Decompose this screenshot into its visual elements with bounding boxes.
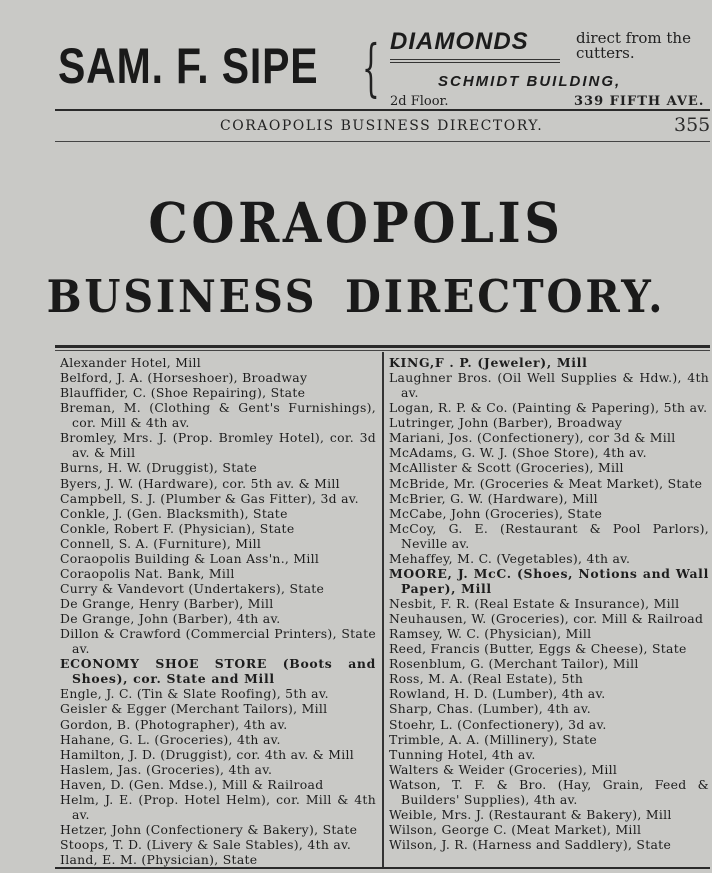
ad-headline: DIAMONDS bbox=[390, 28, 529, 55]
page-number: 355 bbox=[674, 114, 711, 136]
directory-entry: Lutringer, John (Barber), Broadway bbox=[389, 415, 623, 431]
ad-address: 339 FIFTH AVE. bbox=[574, 94, 705, 109]
directory-entry: McBride, Mr. (Groceries & Meat Market), State bbox=[389, 475, 703, 491]
directory-entry: Hetzer, John (Confectionery & Bakery), State bbox=[60, 821, 358, 837]
directory-entry: Mariani, Jos. (Confectionery), cor 3d & Mill bbox=[389, 430, 676, 446]
directory-entry: Rowland, H. D. (Lumber), 4th av. bbox=[389, 686, 606, 702]
title-rule-thin bbox=[55, 350, 710, 351]
directory-entry: Campbell, S. J. (Plumber & Gas Fitter), 3d av. bbox=[60, 490, 359, 506]
header-rule bbox=[55, 109, 710, 111]
directory-entry: Engle, J. C. (Tin & Slate Roofing), 5th av. bbox=[60, 686, 329, 702]
directory-entry: De Grange, Henry (Barber), Mill bbox=[60, 596, 274, 611]
directory-entry: Stoops, T. D. (Livery & Sale Stables), 4th av. bbox=[60, 837, 352, 852]
directory-entry: Gordon, B. (Photographer), 4th av. bbox=[60, 716, 288, 732]
title-word-directory: DIRECTORY. bbox=[344, 270, 666, 323]
left-column-listings bbox=[60, 355, 376, 867]
directory-entry: Tunning Hotel, 4th av. bbox=[389, 746, 536, 762]
advertiser-name: SAM. F. SIPE bbox=[58, 38, 319, 94]
directory-entry: Trimble, A. A. (Millinery), State bbox=[389, 731, 598, 747]
directory-entry: Burns, H. W. (Druggist), State bbox=[60, 460, 258, 476]
directory-entry: McCabe, John (Groceries), State bbox=[389, 505, 603, 521]
ad-building: SCHMIDT BUILDING, bbox=[438, 73, 622, 90]
directory-entry: Weible, Mrs. J. (Restaurant & Bakery), Mill bbox=[389, 806, 672, 822]
directory-entry: Haslem, Jas. (Groceries), 4th av. bbox=[60, 761, 273, 777]
directory-entry: De Grange, John (Barber), 4th av. bbox=[60, 611, 281, 627]
directory-entry: Alexander Hotel, Mill bbox=[60, 355, 202, 370]
ad-rule-top bbox=[390, 59, 560, 60]
directory-entry: Curry & Vandevort (Undertakers), State bbox=[60, 580, 325, 596]
directory-entry: Haven, D. (Gen. Mdse.), Mill & Railroad bbox=[60, 776, 324, 792]
directory-entry: Conkle, Robert F. (Physician), State bbox=[60, 520, 295, 536]
footer-rule bbox=[55, 867, 710, 869]
directory-entry: ECONOMY SHOE STORE (Boots and Shoes), cor. State and Mill bbox=[60, 656, 376, 687]
ad-floor: 2d Floor. bbox=[390, 94, 449, 109]
directory-entry: KING,F . P. (Jeweler), Mill bbox=[389, 355, 588, 370]
directory-entry: Laughner Bros. (Oil Well Supplies & Hdw.), 4th av. bbox=[389, 370, 709, 401]
title-word-business: BUSINESS bbox=[46, 270, 318, 323]
directory-entry: McAllister & Scott (Groceries), Mill bbox=[389, 460, 624, 476]
ad-rule-bottom bbox=[390, 62, 560, 63]
directory-entry: Neuhausen, W. (Groceries), cor. Mill & Railroad bbox=[389, 611, 704, 627]
right-column-listings bbox=[389, 355, 709, 867]
running-title-rule bbox=[55, 141, 710, 142]
ad-tagline: direct from the cutters. bbox=[576, 29, 691, 62]
directory-entry: MOORE, J. McC. (Shoes, Notions and Wall Paper), Mill bbox=[389, 565, 709, 596]
directory-entry: Sharp, Chas. (Lumber), 4th av. bbox=[389, 701, 591, 717]
directory-entry: Watson, T. F. & Bro. (Hay, Grain, Feed & Builders' Supplies), 4th av. bbox=[389, 776, 709, 807]
directory-entry: Iland, E. M. (Physician), State bbox=[60, 852, 258, 867]
directory-entry: McBrier, G. W. (Hardware), Mill bbox=[389, 490, 598, 506]
directory-entry: Helm, J. E. (Prop. Hotel Helm), cor. Mill & 4th av. bbox=[60, 791, 376, 822]
directory-entry: McAdams, G. W. J. (Shoe Store), 4th av. bbox=[389, 445, 647, 461]
directory-entry: Ross, M. A. (Real Estate), 5th bbox=[389, 671, 584, 687]
directory-entry: Walters & Weider (Groceries), Mill bbox=[389, 761, 618, 777]
column-divider bbox=[382, 352, 384, 867]
directory-entry: Breman, M. (Clothing & Gent's Furnishings), cor. Mill & 4th av. bbox=[60, 400, 376, 431]
directory-entry: Nesbit, F. R. (Real Estate & Insurance), Mill bbox=[389, 596, 680, 611]
directory-entry: Stoehr, L. (Confectionery), 3d av. bbox=[389, 716, 607, 732]
running-title: CORAOPOLIS BUSINESS DIRECTORY. bbox=[220, 118, 544, 134]
section-title-directory bbox=[28, 270, 683, 324]
directory-entry: Rosenblum, G. (Merchant Tailor), Mill bbox=[389, 656, 639, 672]
directory-entry: Byers, J. W. (Hardware), cor. 5th av. & Mill bbox=[60, 475, 340, 491]
section-title-town: CORAOPOLIS bbox=[148, 190, 564, 255]
directory-entry: Wilson, George C. (Meat Market), Mill bbox=[389, 821, 642, 837]
directory-entry: Mehaffey, M. C. (Vegetables), 4th av. bbox=[389, 550, 631, 566]
directory-entry: Blauffider, C. (Shoe Repairing), State bbox=[60, 385, 306, 401]
brace-ornament: { bbox=[362, 31, 380, 104]
sipe-advertisement bbox=[0, 18, 712, 110]
directory-entry: Bromley, Mrs. J. (Prop. Bromley Hotel), cor. 3d av. & Mill bbox=[60, 430, 376, 461]
directory-entry: Hahane, G. L. (Groceries), 4th av. bbox=[60, 731, 281, 747]
directory-entry: Hamilton, J. D. (Druggist), cor. 4th av. & Mill bbox=[60, 746, 355, 762]
directory-entry: Coraopolis Building & Loan Ass'n., Mill bbox=[60, 550, 320, 566]
title-rule-thick bbox=[55, 345, 710, 348]
directory-entry: McCoy, G. E. (Restaurant & Pool Parlors), Neville av. bbox=[389, 520, 709, 551]
directory-entry: Coraopolis Nat. Bank, Mill bbox=[60, 565, 235, 581]
directory-entry: Ramsey, W. C. (Physician), Mill bbox=[389, 626, 592, 642]
directory-entry: Logan, R. P. & Co. (Painting & Papering), 5th av. bbox=[389, 400, 708, 416]
directory-entry: Dillon & Crawford (Commercial Printers), State av. bbox=[60, 626, 376, 657]
directory-entry: Conkle, J. (Gen. Blacksmith), State bbox=[60, 505, 288, 521]
directory-entry: Belford, J. A. (Horseshoer), Broadway bbox=[60, 370, 308, 386]
directory-entry: Reed, Francis (Butter, Eggs & Cheese), State bbox=[389, 641, 687, 657]
directory-entry: Connell, S. A. (Furniture), Mill bbox=[60, 535, 262, 551]
directory-entry: Geisler & Egger (Merchant Tailors), Mill bbox=[60, 701, 328, 717]
directory-entry: Wilson, J. R. (Harness and Saddlery), State bbox=[389, 837, 672, 852]
